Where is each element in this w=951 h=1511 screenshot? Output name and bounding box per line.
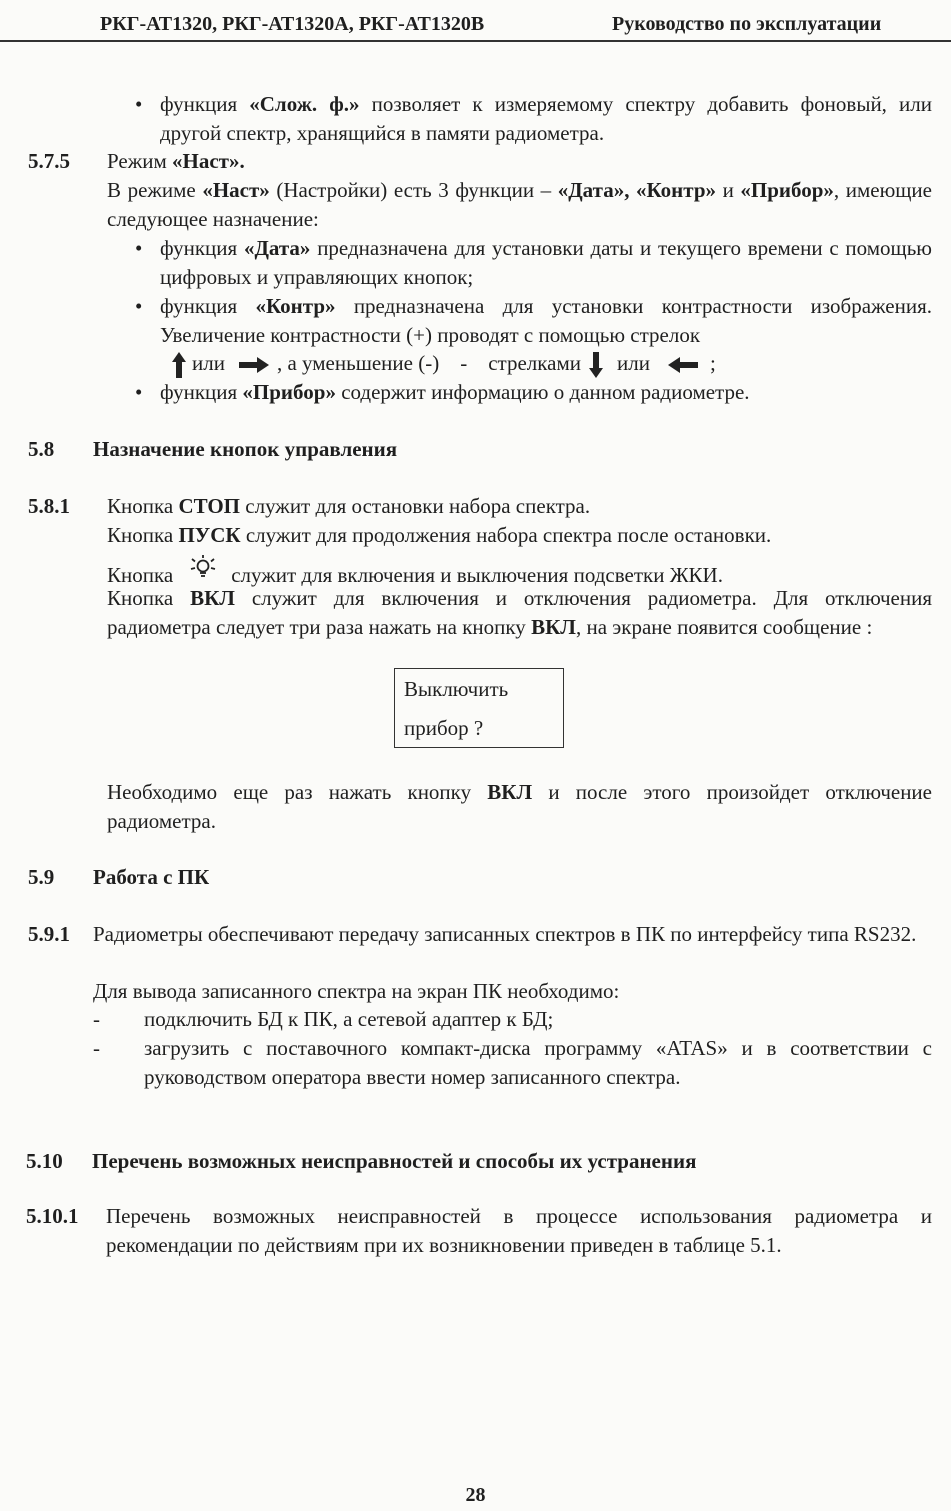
text: Кнопка — [107, 523, 179, 547]
arrow-line — [172, 349, 716, 378]
text: служит для включения и выключения подсветки ЖКИ. — [231, 563, 723, 587]
text: функция — [160, 294, 256, 318]
term: «Прибор» — [242, 380, 336, 404]
text: , а уменьшение (-) - стрелками — [276, 351, 581, 375]
text: служит для остановки набора спектра. — [240, 494, 591, 518]
text: Кнопка — [107, 494, 179, 518]
paragraph — [107, 176, 932, 233]
arrow-right-icon — [239, 357, 269, 373]
paragraph: Перечень возможных неисправностей в процессе использования радиометра и рекомендации по действиям при их возникновении приведен в таблице 5.1. — [106, 1204, 932, 1257]
list-item — [160, 234, 932, 291]
lcd-message-box — [394, 668, 564, 748]
list-dash: - — [93, 1007, 100, 1031]
list-item — [160, 90, 932, 147]
text: Кнопка — [107, 586, 191, 610]
header-models: РКГ-АТ1320, РКГ-АТ1320А, РКГ-АТ1320В — [100, 13, 485, 35]
text: функция — [160, 92, 250, 116]
term: «Слож. ф.» — [249, 92, 360, 116]
section-number: 5.7.5 — [28, 149, 70, 173]
paragraph — [107, 778, 932, 835]
term: «Контр» — [255, 294, 336, 318]
arrow-down-icon — [589, 352, 603, 378]
text: позволяет к измеряемому спектру добавить фоновый, или другой спектр, хранящийся в памяти радиометра. — [160, 92, 932, 145]
text: ; — [709, 351, 716, 375]
list-dash: - — [93, 1036, 100, 1060]
section-number: 5.10 — [26, 1149, 63, 1173]
text: (Настройки) есть 3 функции – — [269, 178, 558, 202]
arrow-up-icon — [172, 352, 186, 378]
text: , на экране появится сообщение : — [575, 614, 873, 639]
text: и после этого произойдет отключение радиометра. — [107, 780, 932, 833]
list-item — [160, 292, 932, 349]
arrow-left-icon — [668, 357, 698, 373]
section-number: 5.8.1 — [28, 494, 70, 518]
term: «Прибор» — [740, 178, 834, 202]
text: Режим — [107, 149, 173, 173]
page-number: 28 — [465, 1484, 486, 1506]
paragraph — [107, 584, 932, 641]
list-item — [160, 378, 932, 407]
paragraph: Для вывода записанного спектра на экран ПК необходимо: — [93, 979, 620, 1003]
backlight-bulb-icon — [189, 555, 217, 579]
text: Кнопка — [107, 563, 174, 587]
section-title — [107, 147, 245, 176]
message-line: прибор ? — [404, 716, 484, 740]
paragraph: Радиометры обеспечивают передачу записанных спектров в ПК по интерфейсу типа RS232. — [93, 922, 917, 946]
term: «Наст». — [172, 149, 245, 173]
term: «Наст» — [202, 178, 270, 202]
text: предназначена для установки даты и текущего времени с помощью цифровых и управляющих кнопок; — [160, 236, 932, 289]
term: ВКЛ — [487, 780, 533, 804]
text: и — [716, 178, 741, 202]
page-header — [0, 8, 951, 42]
term: ВКЛ — [190, 586, 235, 610]
text: предназначена для установки контрастности изображения. Увеличение контрастности (+) проводят с помощью стрелок — [160, 294, 932, 347]
text: Необходимо еще раз нажать кнопку — [107, 780, 488, 804]
header-doc-title: Руководство по эксплуатации — [612, 13, 882, 35]
text: функция — [160, 236, 244, 260]
term: ПУСК — [178, 523, 241, 547]
text: или — [192, 351, 225, 375]
section-title: Работа с ПК — [93, 865, 210, 889]
text: , имеющие следующее назначение: — [107, 178, 932, 231]
text: служит для продолжения набора спектра после остановки. — [240, 523, 772, 547]
term: ВКЛ — [531, 614, 576, 639]
list-item: подключить БД к ПК, а сетевой адаптер к БД; — [144, 1007, 554, 1031]
section-number: 5.9 — [28, 865, 55, 889]
text: В режиме — [107, 178, 203, 202]
text: содержит информацию о данном радиометре. — [335, 380, 750, 404]
list-item: загрузить с поставочного компакт-диска программу «ATAS» и в соответствии с руководством оператора ввести номер записанного спектра. — [144, 1036, 932, 1089]
term: СТОП — [178, 494, 241, 518]
section-number: 5.10.1 — [26, 1204, 79, 1228]
section-number: 5.8 — [28, 437, 55, 461]
section-title: Назначение кнопок управления — [93, 437, 398, 461]
paragraph — [107, 521, 771, 550]
paragraph — [107, 492, 590, 521]
term: «Дата» — [243, 236, 311, 260]
section-title: Перечень возможных неисправностей и способы их устранения — [92, 1149, 697, 1173]
text: служит для включения и отключения радиометра. Для отключения радиометра следует три раза нажать на кнопку — [107, 586, 932, 639]
text: или — [617, 351, 650, 375]
term: «Дата», «Контр» — [557, 178, 717, 202]
message-line: Выключить — [404, 677, 509, 701]
text: функция — [160, 380, 243, 404]
section-number: 5.9.1 — [28, 922, 70, 946]
